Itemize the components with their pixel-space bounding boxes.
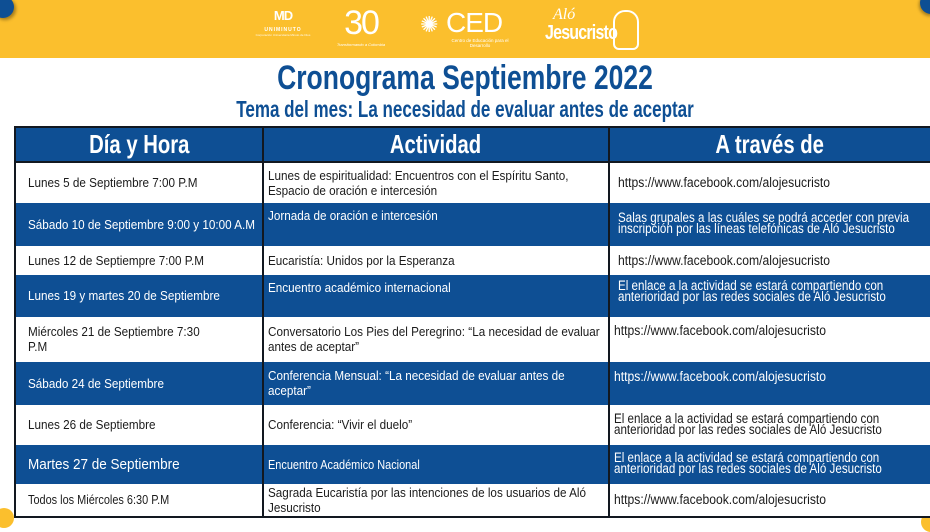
facebook-link[interactable]: https://www.facebook.com/alojesucristo <box>614 322 827 338</box>
cell-activity: Encuentro Académico Nacional <box>263 445 609 483</box>
cell-day: Martes 27 de Septiembre <box>15 445 263 483</box>
decorative-dot <box>0 508 14 528</box>
jesus-face-icon <box>613 10 639 50</box>
page-title: Cronograma Septiembre 2022 <box>277 59 653 97</box>
cell-via <box>609 483 930 517</box>
cell-via: El enlace a la actividad se estará compartiendo con anterioridad por las redes sociales de Aló Jesucristo <box>609 404 930 445</box>
table-row <box>15 275 930 316</box>
table-row <box>15 316 930 362</box>
cell-day: Sábado 24 de Septiembre <box>15 362 263 404</box>
facebook-link[interactable]: https://www.facebook.com/alojesucristo <box>618 252 831 268</box>
facebook-link[interactable]: https://www.facebook.com/alojesucristo <box>618 175 831 191</box>
cell-activity: Jornada de oración e intercesión <box>263 203 609 245</box>
cell-activity: Eucaristía: Unidos por la Esperanza <box>263 245 609 275</box>
cell-day: Lunes 26 de Septiembre <box>15 404 263 445</box>
cell-via: El enlace a la actividad se estará compartiendo con anterioridad por las redes sociales de Aló Jesucristo <box>609 445 930 483</box>
cell-activity: Lunes de espiritualidad: Encuentros con el Espíritu Santo, Espacio de oración e intercesión <box>263 162 609 203</box>
cell-day: Lunes 19 y martes 20 de Septiembre <box>15 275 263 316</box>
cell-day: Miércoles 21 de Septiembre 7:30 P.M <box>15 316 263 362</box>
column-header-activity: Actividad <box>263 127 609 162</box>
cell-activity: Encuentro académico internacional <box>263 275 609 316</box>
table-row <box>15 483 930 517</box>
page-subtitle: Tema del mes: La necesidad de evaluar antes de aceptar <box>236 96 694 122</box>
cell-via <box>609 245 930 275</box>
partner-logos: MD UNIMINUTO Corporación Universitaria Minuto de Dios 30 Transformando a Colombia ✺ CED Centro de Educación para el Desarrollo Aló Jesucristo <box>240 0 660 58</box>
cell-via <box>609 362 930 404</box>
column-header-via: A través de <box>609 127 930 162</box>
facebook-link[interactable]: https://www.facebook.com/alojesucristo <box>614 492 827 508</box>
table-row <box>15 203 930 245</box>
table-header-row <box>15 127 930 162</box>
table-row <box>15 162 930 203</box>
table-row <box>15 245 930 275</box>
schedule-table <box>14 126 930 518</box>
cell-day: Lunes 5 de Septiembre 7:00 P.M <box>15 162 263 203</box>
table-row <box>15 445 930 483</box>
cell-activity: Conversatorio Los Pies del Peregrino: “La necesidad de evaluar antes de aceptar” <box>263 316 609 362</box>
cell-activity: Sagrada Eucaristía por las intenciones de los usuarios de Aló Jesucristo <box>263 483 609 517</box>
cell-via <box>609 162 930 203</box>
cell-via <box>609 316 930 362</box>
cell-activity: Conferencia: “Vivir el duelo” <box>263 404 609 445</box>
column-header-day: Día y Hora <box>15 127 263 162</box>
cell-activity: Conferencia Mensual: “La necesidad de evaluar antes de aceptar” <box>263 362 609 404</box>
facebook-link[interactable]: https://www.facebook.com/alojesucristo <box>614 368 827 384</box>
cell-day: Todos los Miércoles 6:30 P.M <box>15 483 263 517</box>
30-anos-logo: 30 Transformando a Colombia <box>336 4 386 47</box>
table-row <box>15 362 930 404</box>
uniminuto-logo: MD UNIMINUTO Corporación Universitaria Minuto de Dios <box>255 8 311 37</box>
table-row <box>15 404 930 445</box>
cell-day: Lunes 12 de Septiempre 7:00 P.M <box>15 245 263 275</box>
cell-via: El enlace a la actividad se estará compartiendo con anterioridad por las redes sociales de Aló Jesucristo <box>609 275 930 316</box>
cell-via: Salas grupales a las cuáles se podrá acceder con previa inscripción por las líneas telefónicas de Aló Jesucristo <box>609 203 930 245</box>
cell-day: Sábado 10 de Septiembre 9:00 y 10:00 A.M <box>15 203 263 245</box>
people-star-icon: ✺ <box>420 12 439 37</box>
